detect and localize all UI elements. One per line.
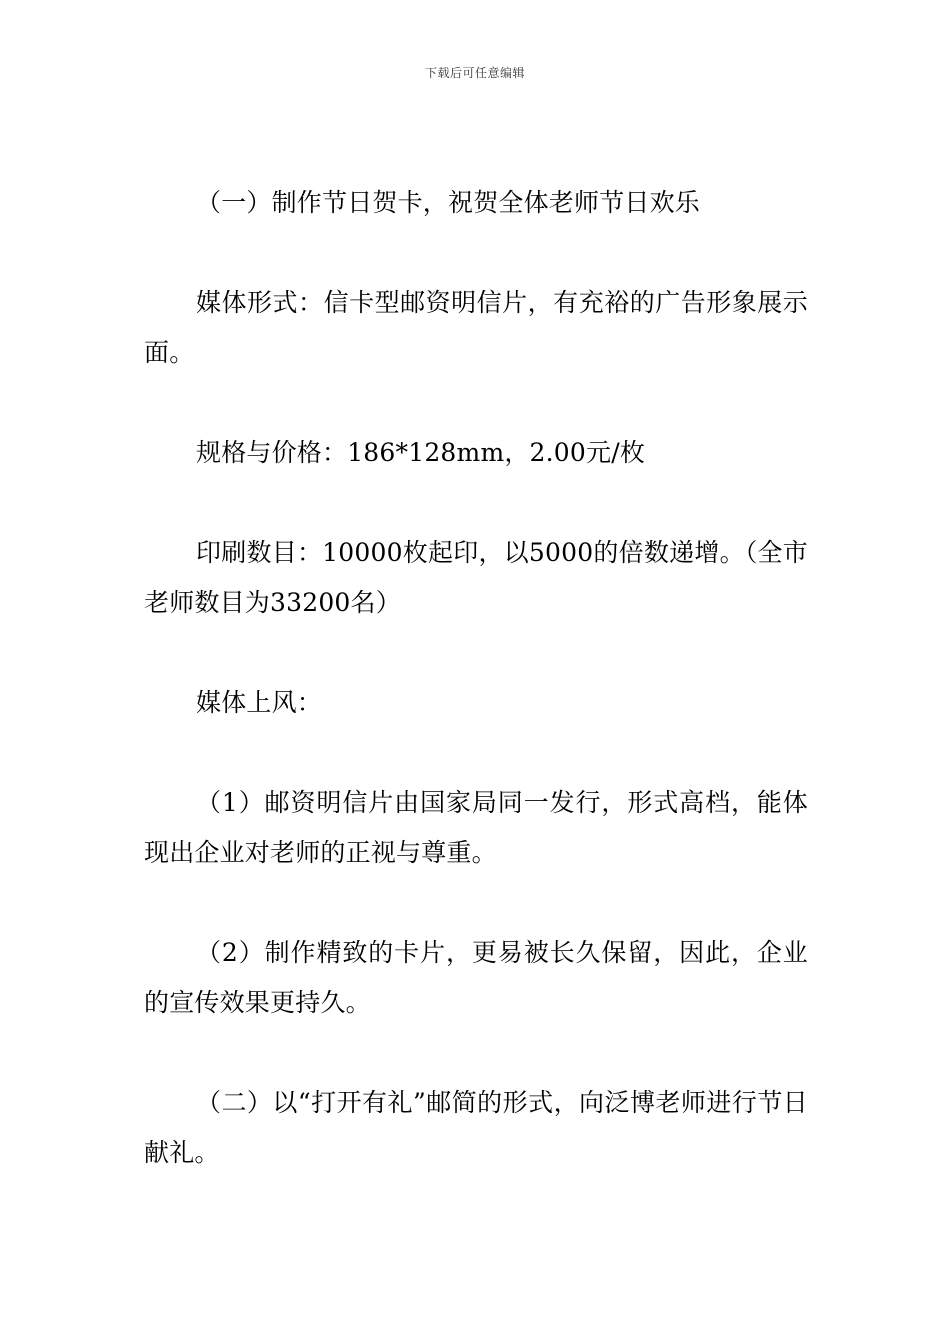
paragraph-advantage-2: （2）制作精致的卡片，更易被长久保留，因此，企业的宣传效果更持久。: [144, 938, 808, 1017]
section-heading-2: （二）以“打开有礼”邮简的形式，向泛博老师进行节日献礼。: [144, 1088, 808, 1167]
paragraph-advantage-1: （1）邮资明信片由国家局同一发行，形式高档，能体现出企业对老师的正视与尊重。: [144, 788, 808, 867]
paragraph-media-advantage: 媒体上风：: [196, 688, 323, 717]
paragraph-media-form: 媒体形式：信卡型邮资明信片，有充裕的广告形象展示面。: [144, 288, 808, 367]
section-heading-1: （一）制作节日贺卡，祝贺全体老师节日欢乐: [196, 188, 701, 217]
paragraph-spec-price: 规格与价格：186*128mm，2.00元/枚: [196, 438, 646, 467]
document-body: [144, 178, 808, 1178]
paragraph-print-quantity: 印刷数目：10000枚起印，以5000的倍数递增。（全市老师数目为33200名）: [144, 538, 808, 617]
page-header-note: 下载后可任意编辑: [424, 66, 525, 80]
